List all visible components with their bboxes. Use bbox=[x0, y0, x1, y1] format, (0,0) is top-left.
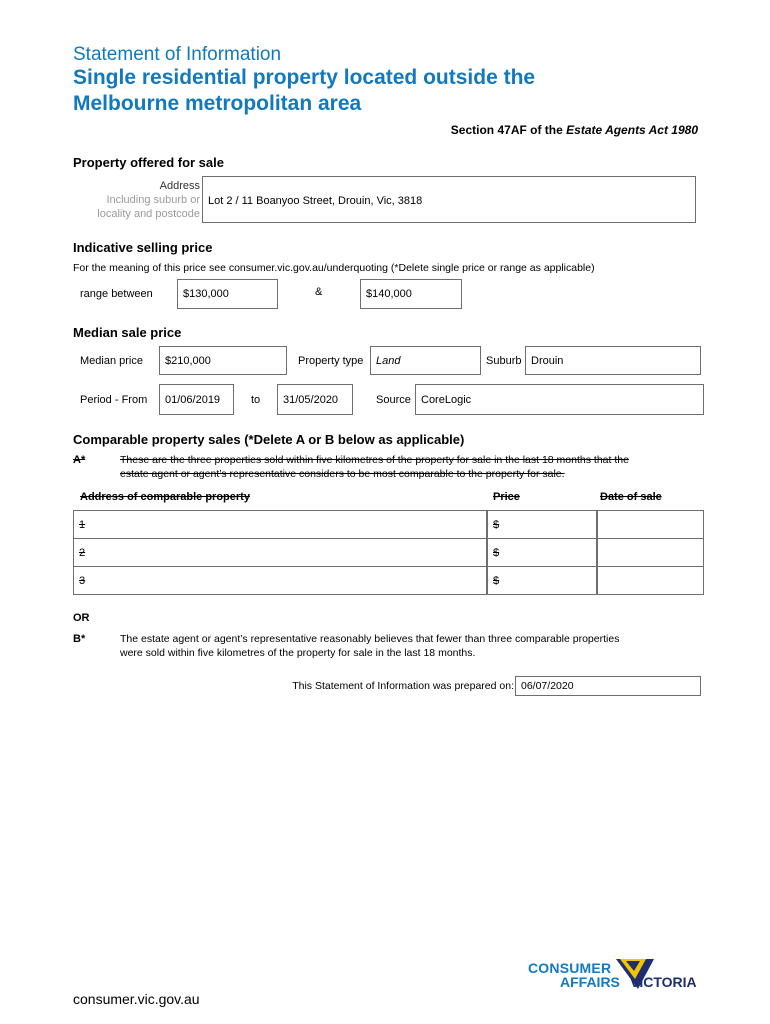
period-from-field[interactable]: 01/06/2019 bbox=[159, 384, 234, 415]
option-b-text-line2: were sold within five kilometres of the property for sale in the last 18 months. bbox=[120, 647, 476, 659]
logo-line-consumer: CONSUMER bbox=[528, 960, 612, 976]
prepared-on-label: This Statement of Information was prepared on: bbox=[292, 680, 514, 692]
source-field[interactable]: CoreLogic bbox=[415, 384, 704, 415]
comparable-price-field[interactable]: $ bbox=[487, 566, 597, 595]
prepared-on-field[interactable]: 06/07/2020 bbox=[515, 676, 701, 696]
suburb-field[interactable]: Drouin bbox=[525, 346, 701, 375]
option-b-text-line1: The estate agent or agent’s representative reasonably believes that fewer than three comparable properties bbox=[120, 633, 620, 645]
address-hint-line2: locality and postcode bbox=[97, 208, 200, 220]
option-b-label: B* bbox=[73, 633, 86, 645]
column-price-header: Price bbox=[493, 491, 520, 503]
document-title-line2: Melbourne metropolitan area bbox=[73, 92, 362, 115]
option-a-label: A* bbox=[73, 454, 86, 466]
address-hint-line1: Including suburb or bbox=[106, 194, 200, 206]
option-a-text-line2: estate agent or agent’s representative considers to be most comparable to the property for sale. bbox=[120, 468, 565, 480]
comparable-heading: Comparable property sales (*Delete A or B below as applicable) bbox=[73, 432, 465, 447]
property-type-label: Property type bbox=[298, 355, 364, 367]
price-low-field[interactable]: $130,000 bbox=[177, 279, 278, 309]
median-price-label: Median price bbox=[80, 355, 143, 367]
property-type-field[interactable]: Land bbox=[370, 346, 481, 375]
period-to-label: to bbox=[251, 394, 261, 406]
source-label: Source bbox=[376, 394, 411, 406]
comparable-price-field[interactable]: $ bbox=[487, 538, 597, 567]
indicative-heading: Indicative selling price bbox=[73, 240, 213, 255]
document-title-line1: Single residential property located outside the bbox=[73, 66, 536, 89]
comparable-address-field[interactable]: 3 bbox=[73, 566, 487, 595]
price-high-field[interactable]: $140,000 bbox=[360, 279, 462, 309]
document-kicker: Statement of Information bbox=[73, 44, 282, 65]
column-date-header: Date of sale bbox=[600, 491, 662, 503]
median-price-field[interactable]: $210,000 bbox=[159, 346, 287, 375]
comparable-address-field[interactable]: 2 bbox=[73, 538, 487, 567]
property-heading: Property offered for sale bbox=[73, 155, 224, 170]
logo-word-victoria: VICTORIA bbox=[630, 974, 697, 990]
section-reference bbox=[451, 123, 698, 137]
median-heading: Median sale price bbox=[73, 325, 182, 340]
footer-url: consumer.vic.gov.au bbox=[73, 991, 200, 1007]
range-ampersand: & bbox=[315, 286, 323, 298]
address-label: Address bbox=[159, 180, 200, 192]
logo-line-affairs: AFFAIRS bbox=[560, 974, 620, 990]
comparable-date-field[interactable] bbox=[597, 566, 704, 595]
section-act: Estate Agents Act 1980 bbox=[566, 123, 698, 137]
comparable-date-field[interactable] bbox=[597, 538, 704, 567]
or-label: OR bbox=[73, 612, 90, 624]
consumer-affairs-victoria-logo bbox=[528, 957, 704, 1005]
indicative-note: For the meaning of this price see consumer.vic.gov.au/underquoting (*Delete single price or range as applicable) bbox=[73, 262, 595, 274]
suburb-label: Suburb bbox=[486, 355, 522, 367]
address-field[interactable]: Lot 2 / 11 Boanyoo Street, Drouin, Vic, 3818 bbox=[202, 176, 696, 223]
comparable-date-field[interactable] bbox=[597, 510, 704, 539]
column-address-header: Address of comparable property bbox=[80, 491, 250, 503]
period-from-label: Period - From bbox=[80, 394, 148, 406]
range-label: range between bbox=[80, 288, 153, 300]
section-prefix: Section 47AF of the bbox=[450, 123, 567, 137]
option-a-text-line1: These are the three properties sold within five kilometres of the property for sale in the last 18 months that the bbox=[120, 454, 629, 466]
comparable-address-field[interactable]: 1 bbox=[73, 510, 487, 539]
comparable-price-field[interactable]: $ bbox=[487, 510, 597, 539]
period-to-field[interactable]: 31/05/2020 bbox=[277, 384, 353, 415]
